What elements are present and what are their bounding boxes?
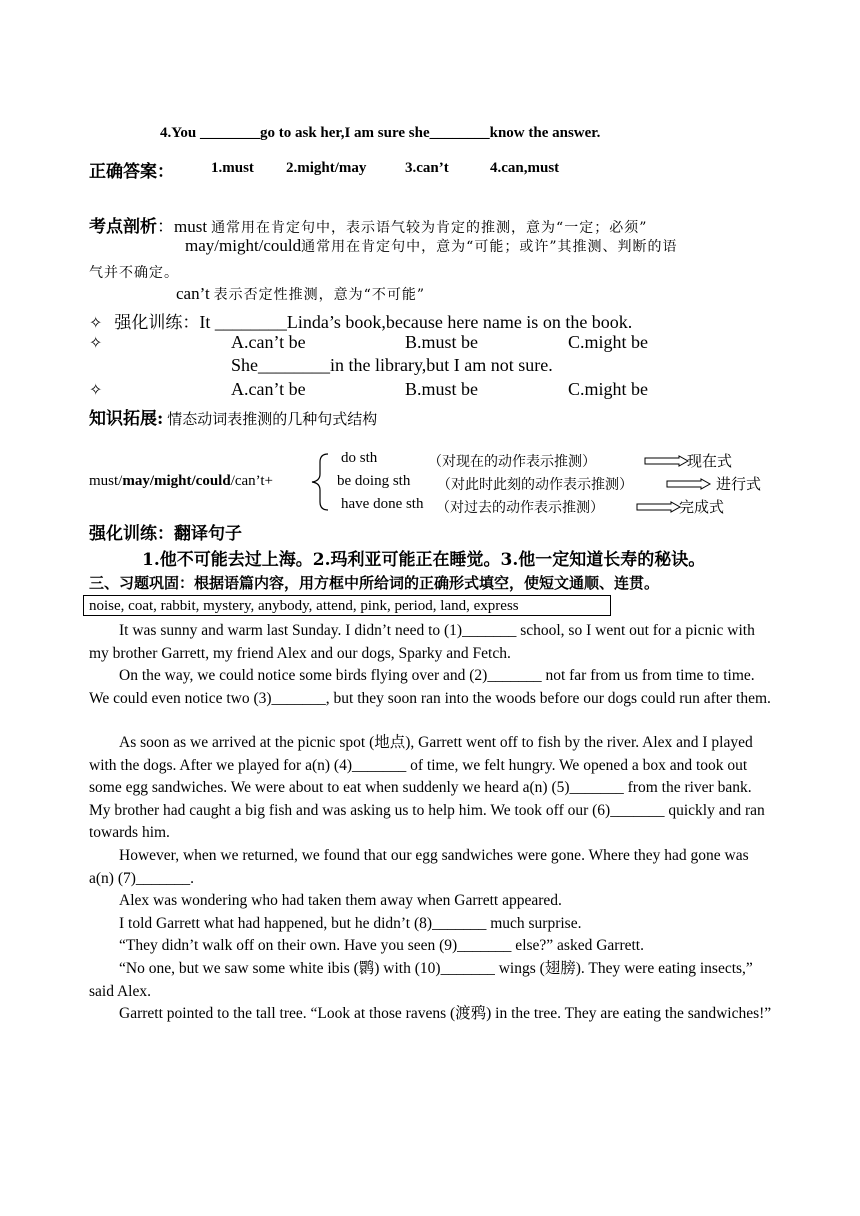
- stem-may-might-could: may/might/could: [122, 473, 231, 489]
- q1-option-b: B.must be: [405, 332, 479, 352]
- note-present: （对现在的动作表示推测）: [428, 454, 596, 470]
- paragraph-6: I told Garrett what had happened, but he didn’t (8)_______ much surprise.: [119, 915, 582, 932]
- translate-heading: 强化训练：翻译句子: [89, 524, 242, 544]
- translate-sentences: 1.他不可能去过上海。2.玛利亚可能正在睡觉。3.他一定知道长寿的秘诀。: [142, 550, 706, 570]
- answer-3: 3.can’t: [405, 160, 449, 176]
- word-box: noise, coat, rabbit, mystery, anybody, attend, pink, period, land, express: [83, 595, 611, 616]
- analysis-colon: ：: [157, 217, 174, 237]
- question-4: 4.You ________go to ask her,I am sure she________know the answer.: [160, 125, 601, 141]
- paragraph-7: “They didn’t walk off on their own. Have you seen (9)_______ else?” asked Garrett.: [119, 937, 644, 954]
- note-progressive: （对此时此刻的动作表示推测）: [437, 477, 633, 493]
- paragraph-5: Alex was wondering who had taken them away when Garrett appeared.: [119, 892, 562, 909]
- q2-option-b: B.must be: [405, 379, 479, 399]
- must-word: must: [174, 217, 208, 236]
- cant-desc: 表示否定性推测，意为“不可能”: [213, 287, 425, 303]
- result-progressive: 进行式: [716, 475, 762, 493]
- practice-line-1: [89, 308, 632, 333]
- stem-cant: /can’t+: [230, 473, 274, 489]
- answer-1: 1.must: [211, 160, 254, 176]
- hollow-arrow-icon: [645, 456, 689, 466]
- practice-colon: ：: [182, 313, 200, 333]
- form-have-done-sth: have done sth: [341, 496, 424, 512]
- q2-option-c: C.might be: [568, 379, 648, 399]
- diamond-bullet-icon: ✧: [89, 382, 103, 399]
- paragraph-1: It was sunny and warm last Sunday. I didn’t need to (1)_______ school, so I went out for a picnic with my brother Garrett, my friend Alex and our dogs, Sparky and Fetch.: [89, 622, 755, 662]
- extension-colon: :: [157, 409, 164, 429]
- paragraph-4: However, when we returned, we found that our egg sandwiches were gone. Where they had gone was a(n) (7)_______.: [89, 847, 749, 887]
- answer-4: 4.can,must: [490, 160, 560, 176]
- form-be-doing-sth: be doing sth: [337, 473, 411, 489]
- result-past: 完成式: [679, 498, 725, 516]
- exercise-heading: 三、习题巩固：根据语篇内容，用方框中所给词的正确形式填空，使短文通顺、连贯。: [89, 574, 660, 592]
- hollow-arrow-icon: [667, 479, 711, 489]
- may-desc: 通常用在肯定句中，意为“可能；或许”其推测、判断的语: [301, 239, 678, 255]
- extension-desc: 情态动词表推测的几种句式结构: [167, 410, 378, 428]
- note-past: （对过去的动作表示推测）: [436, 500, 604, 516]
- extension-label: 知识拓展: [89, 409, 157, 429]
- q2-option-a: A.can’t be: [231, 379, 306, 399]
- paragraph-9: Garrett pointed to the tall tree. “Look at those ravens (渡鸦) in the tree. They are eating the sandwiches!”: [119, 1005, 772, 1022]
- result-present: 现在式: [687, 452, 733, 470]
- modal-stem: [89, 473, 273, 490]
- paragraph-8: “No one, but we saw some white ibis (鹮) with (10)_______ wings (翅膀). They were eating insects,” said Alex.: [89, 960, 753, 1000]
- answers-line: [89, 157, 174, 182]
- analysis-may-line: [185, 236, 677, 256]
- may-word: may/might/could: [185, 236, 302, 255]
- paragraph-2: On the way, we could notice some birds flying over and (2)_______ not far from us from time to time. We could even notice two (3)_______, but they soon ran into the woods before our dogs could run after them.: [89, 667, 771, 707]
- must-desc: 通常用在肯定句中，表示语气较为肯定的推测，意为“一定；必须”: [211, 220, 648, 236]
- analysis-cant-line: [176, 284, 425, 304]
- hollow-arrow-icon: [637, 502, 681, 512]
- paragraph-3: As soon as we arrived at the picnic spot (地点), Garrett went off to fish by the river. Alex and I played with the dogs. After we played for a(n) (4)_______ of time, we felt hungry. We opened a box and took out some egg sandwiches. We were about to eat when suddenly we heard a(n) (5)_______ from the river bank. My brother had caught a big fish and was asking us to help him. We took off our (6)_______ quickly and ran towards him.: [89, 734, 765, 841]
- q1-option-c: C.might be: [568, 332, 648, 352]
- answer-2: 2.might/may: [286, 160, 367, 176]
- curly-brace-icon: [310, 452, 330, 512]
- cant-word: can’t: [176, 284, 210, 303]
- practice-q1: It ________Linda’s book,because here name is on the book.: [199, 312, 633, 332]
- answers-label: 正确答案：: [89, 162, 174, 182]
- stem-must: must/: [89, 473, 123, 489]
- extension-line: [89, 404, 377, 429]
- analysis-must-line: [89, 212, 647, 237]
- diamond-bullet-icon: ✧: [89, 335, 103, 352]
- practice-label: 强化训练: [114, 313, 183, 333]
- q1-option-a: A.can’t be: [231, 332, 306, 352]
- diamond-bullet-icon: ✧: [89, 315, 103, 332]
- analysis-label: 考点剖析: [89, 217, 157, 237]
- may-desc-continued: 气并不确定。: [89, 265, 179, 281]
- practice-q2: She________in the library,but I am not sure.: [231, 355, 553, 375]
- form-do-sth: do sth: [341, 450, 378, 466]
